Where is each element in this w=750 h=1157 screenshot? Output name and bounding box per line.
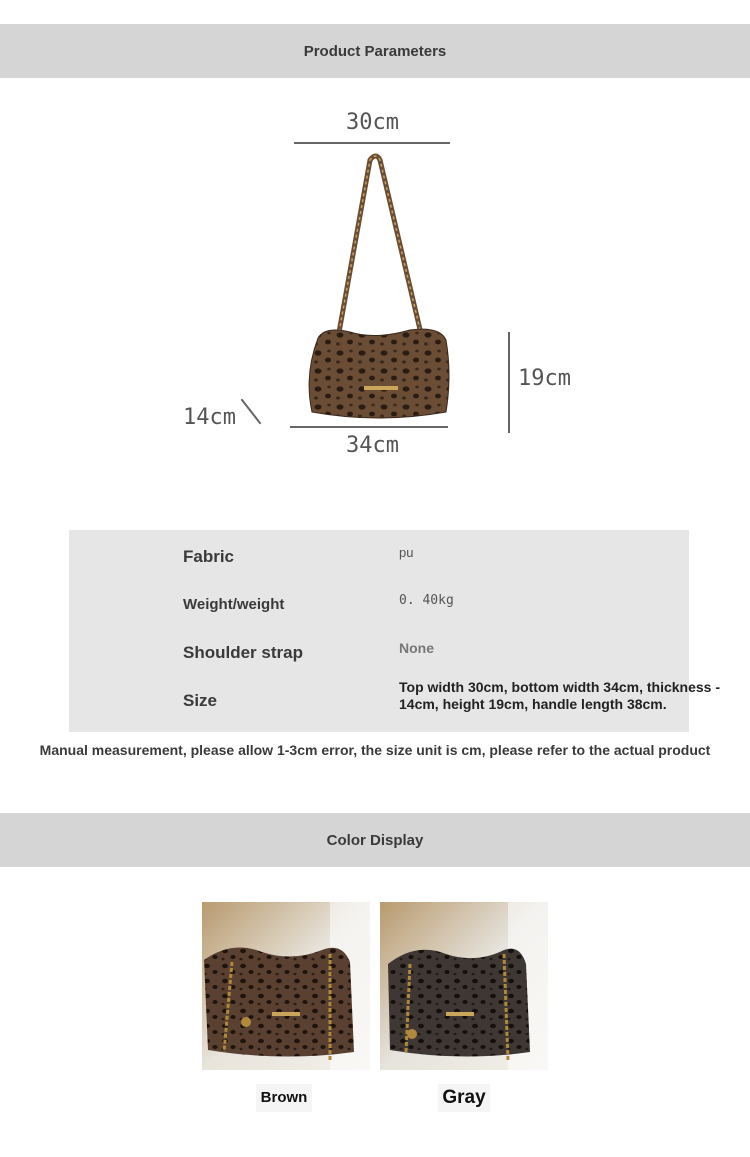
height-line <box>508 332 510 433</box>
size-value: Top width 30cm, bottom width 34cm, thickness - 14cm, height 19cm, handle length 38cm. <box>399 679 721 712</box>
leopard-bag-image <box>290 150 460 425</box>
brown-swatch-image[interactable] <box>202 902 370 1070</box>
color-label-gray: Gray <box>438 1084 490 1112</box>
thickness-line <box>241 399 262 425</box>
measurement-note: Manual measurement, please allow 1-3cm error, the size unit is cm, please refer to the actual product <box>39 742 711 758</box>
size-label: Size <box>183 691 218 710</box>
weight-value: 0. 40kg <box>399 593 454 608</box>
shoulder-strap-value: None <box>399 640 434 656</box>
top-width-line <box>294 142 450 144</box>
bottom-width-line <box>290 426 448 428</box>
thickness-label: 14cm <box>183 405 236 430</box>
product-parameters-title: Product Parameters <box>303 42 447 60</box>
gray-swatch-image[interactable] <box>380 902 548 1070</box>
fabric-value: pu <box>399 545 414 560</box>
shoulder-strap-label: Shoulder strap <box>183 643 303 662</box>
weight-label: Weight/weight <box>183 596 285 613</box>
fabric-label: Fabric <box>183 547 235 566</box>
color-display-banner <box>0 813 750 867</box>
height-label: 19cm <box>518 366 571 391</box>
top-width-label: 30cm <box>346 110 399 135</box>
color-label-brown: Brown <box>256 1084 312 1112</box>
bottom-width-label: 34cm <box>346 433 399 458</box>
parameter-table <box>69 530 721 732</box>
color-display-title: Color Display <box>326 831 424 849</box>
product-parameters-banner <box>0 24 750 78</box>
